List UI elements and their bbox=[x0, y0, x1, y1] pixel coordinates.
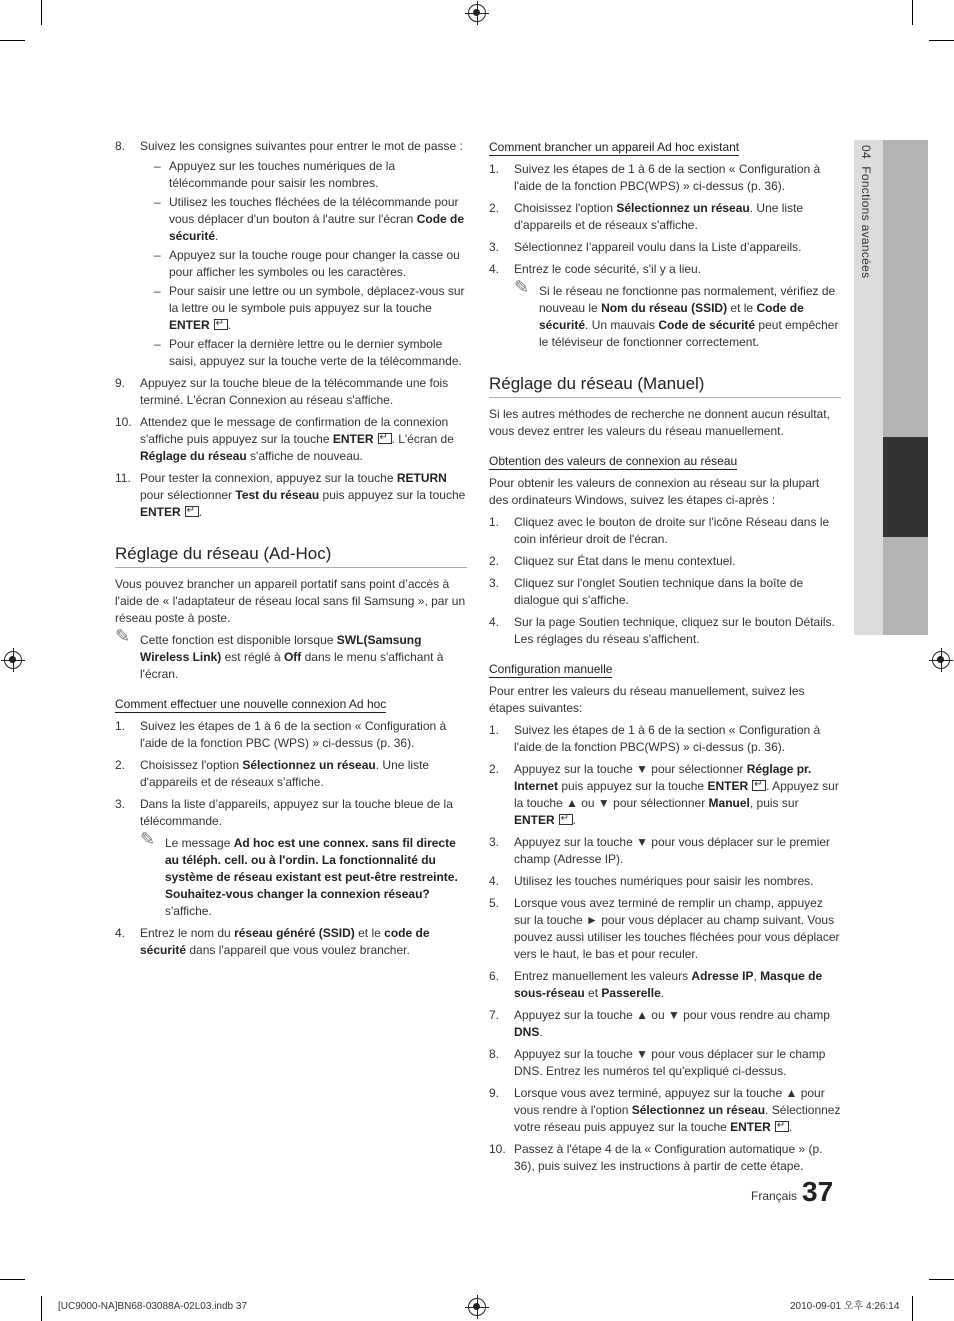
list-item: 11. Pour tester la connexion, appuyez sur la touche RETURN pour sélectionner Test du réseau puis appuyez sur la touche ENTER↵ . bbox=[115, 470, 467, 521]
note: ✎ Cette fonction est disponible lorsque SWL(Samsung Wireless Link) est réglé à Off dans le menu s'affichant à l'écran. bbox=[115, 626, 444, 681]
list-item: 10. Attendez que le message de confirmation de la connexion s'affiche puis appuyez sur la touche ENTER↵ . L'écran de Réglage du réseau s'affiche de nouveau. bbox=[115, 414, 467, 465]
crop-mark bbox=[929, 1279, 954, 1280]
sidebar-chapter-label: 04 Fonctions avancées bbox=[859, 145, 873, 279]
list-item: 3. Dans la liste d’appareils, appuyez sur la touche bleue de la télécommande. ✎ Le message Ad hoc est une connex. sans fil directe au téléph. cell. ou à l'ordin. La fonctionnalité du système de réseau existant est peut-être restreinte. Souhaitez-vous changer la connexion réseau? s'affiche. bbox=[115, 796, 467, 920]
registration-mark-icon bbox=[4, 651, 22, 669]
paragraph: Si les autres méthodes de recherche ne donnent aucun résultat, vous devez entrer les valeurs du réseau manuellement. bbox=[489, 407, 830, 438]
enter-key-icon bbox=[378, 433, 392, 444]
list-item: 1. Suivez les étapes de 1 à 6 de la section « Configuration à l'aide de la fonction PBC(WPS) » ci-dessus (p. 36). bbox=[489, 723, 821, 754]
print-file-info: [UC9000-NA]BN68-03088A-02L03.indb 37 bbox=[58, 1301, 248, 1312]
subsection-heading: Obtention des valeurs de connexion au réseau bbox=[489, 454, 738, 468]
crop-mark bbox=[41, 1296, 42, 1321]
list-item: 3. Appuyez sur la touche ▼ pour vous déplacer sur le premier champ (Adresse IP). bbox=[489, 835, 831, 866]
list-item: 8. Appuyez sur la touche ▼ pour vous déplacer sur le champ DNS. Entrez les numéros tel qu'expliqué ci-dessus. bbox=[489, 1047, 826, 1078]
list-item: 7. Appuyez sur la touche ▲ ou ▼ pour vous rendre au champ DNS. bbox=[489, 1008, 830, 1039]
enter-key-icon bbox=[559, 814, 573, 825]
crop-mark bbox=[0, 40, 25, 41]
sidebar-active-tab bbox=[883, 437, 928, 537]
crop-mark bbox=[912, 0, 913, 25]
list-item: 2. Cliquez sur État dans le menu contextuel. bbox=[489, 554, 736, 568]
step-text: Suivez les consignes suivantes pour entrer le mot de passe : bbox=[140, 139, 463, 153]
paragraph: Pour obtenir les valeurs de connexion au réseau sur la plupart des ordinateurs Windows, suivez les étapes ci-après : bbox=[489, 476, 820, 507]
list-item: 6. Entrez manuellement les valeurs Adresse IP, Masque de sous-réseau et Passerelle. bbox=[489, 969, 823, 1000]
print-date: 2010-09-01 오후 4:26:14 bbox=[790, 1301, 900, 1312]
section-heading-manual: Réglage du réseau (Manuel) bbox=[489, 373, 841, 398]
enter-key-icon bbox=[214, 319, 228, 330]
subsection-heading: Comment brancher un appareil Ad hoc existant bbox=[489, 140, 740, 154]
subsection-heading: Comment effectuer une nouvelle connexion Ad hoc bbox=[115, 697, 387, 711]
page-number: 37 bbox=[802, 1176, 834, 1207]
subsection-heading: Configuration manuelle bbox=[489, 662, 613, 676]
list-item: 9. Appuyez sur la touche bleue de la télécommande une fois terminé. L'écran Connexion au réseau s'affiche. bbox=[115, 376, 449, 407]
sub-item: – Pour effacer la dernière lettre ou le dernier symbole saisi, appuyez sur la touche verte de la télécommande. bbox=[154, 336, 467, 370]
pencil-note-icon: ✎ bbox=[140, 829, 156, 849]
crop-mark bbox=[929, 40, 954, 41]
list-item: 2. Choisissez l'option Sélectionnez un réseau. Une liste d'appareils et de réseaux s'affiche. bbox=[489, 201, 804, 232]
paragraph: Pour entrer les valeurs du réseau manuellement, suivez les étapes suivantes: bbox=[489, 684, 805, 715]
list-item: 4. Entrez le code sécurité, s'il y a lieu. ✎ Si le réseau ne fonctionne pas normalement, vérifiez de nouveau le Nom du réseau (SSID) et le Code de sécurité. Un mauvais Code de sécurité peut empêcher le téléviseur de fonctionner correctement. bbox=[489, 261, 841, 351]
note: ✎ Le message Ad hoc est une connex. sans fil directe au téléph. cell. ou à l'ordin. La fonctionnalité du système de réseau existant est peut-être restreinte. Souhaitez-vous changer la connexion réseau? s'affiche. bbox=[140, 829, 458, 918]
note: ✎ Si le réseau ne fonctionne pas normalement, vérifiez de nouveau le Nom du réseau (SSID) et le Code de sécurité. Un mauvais Code de sécurité peut empêcher le téléviseur de fonctionner correctement. bbox=[514, 277, 839, 349]
crop-mark bbox=[41, 0, 42, 25]
paragraph: Vous pouvez brancher un appareil portatif sans point d’accès à l'aide de « l'adaptateur de réseau local sans fil Samsung », par un réseau poste à poste. bbox=[115, 577, 466, 625]
sub-item: – Pour saisir une lettre ou un symbole, déplacez-vous sur la lettre ou le symbole puis appuyez sur la touche ENTER↵ . bbox=[154, 283, 467, 334]
list-item: 5. Lorsque vous avez terminé de remplir un champ, appuyez sur la touche ► pour vous déplacer au champ suivant. Vous pouvez aussi utiliser les touches fléchées pour vous déplacer vers le haut, le bas et pour reculer. bbox=[489, 896, 840, 961]
right-column bbox=[489, 138, 841, 1180]
registration-mark-icon bbox=[468, 4, 486, 22]
registration-mark-icon bbox=[468, 1298, 486, 1316]
crop-mark bbox=[0, 1279, 25, 1280]
pencil-note-icon: ✎ bbox=[514, 277, 530, 297]
sub-item: – Utilisez les touches fléchées de la télécommande pour vous déplacer d'un bouton à l'autre sur l'écran Code de sécurité. bbox=[154, 194, 467, 245]
list-item: 1. Suivez les étapes de 1 à 6 de la section « Configuration à l'aide de la fonction PBC(WPS) » ci-dessus (p. 36). bbox=[489, 162, 821, 193]
list-item: 1. Suivez les étapes de 1 à 6 de la section « Configuration à l'aide de la fonction PBC (WPS) » ci-dessus (p. 36). bbox=[115, 719, 447, 750]
list-item: 9. Lorsque vous avez terminé, appuyez sur la touche ▲ pour vous rendre à l'option Sélectionnez un réseau. Sélectionnez votre réseau puis appuyez sur la touche ENTER↵ . bbox=[489, 1085, 841, 1136]
registration-mark-icon bbox=[932, 651, 950, 669]
sub-item: – Appuyez sur la touche rouge pour changer la casse ou pour afficher les symboles ou les caractères. bbox=[154, 247, 467, 281]
footer-language: Français bbox=[751, 1189, 798, 1203]
list-item: 2. Appuyez sur la touche ▼ pour sélectionner Réglage pr. Internet puis appuyez sur la touche ENTER↵ . Appuyez sur la touche ▲ ou ▼ pour sélectionner Manuel, puis sur ENTER↵ . bbox=[489, 761, 841, 829]
section-heading-adhoc: Réglage du réseau (Ad-Hoc) bbox=[115, 543, 467, 568]
enter-key-icon bbox=[752, 780, 766, 791]
list-item: 2. Choisissez l'option Sélectionnez un réseau. Une liste d'appareils et de réseaux s'affiche. bbox=[115, 758, 430, 789]
enter-key-icon bbox=[185, 506, 199, 517]
list-item: 10. Passez à l'étape 4 de la « Configuration automatique » (p. 36), puis suivez les instructions à partir de cette étape. bbox=[489, 1142, 823, 1173]
list-item: 3. Sélectionnez l’appareil voulu dans la Liste d’appareils. bbox=[489, 240, 802, 254]
sidebar-tab-band bbox=[883, 140, 928, 635]
left-column bbox=[115, 138, 467, 964]
list-item: 4. Entrez le nom du réseau généré (SSID) et le code de sécurité dans l'appareil que vous voulez brancher. bbox=[115, 926, 430, 957]
sub-item: – Appuyez sur les touches numériques de la télécommande pour saisir les nombres. bbox=[154, 158, 467, 192]
enter-key-icon bbox=[775, 1121, 789, 1132]
list-item: 4. Sur la page Soutien technique, cliquez sur le bouton Détails. Les réglages du réseau s'affichent. bbox=[489, 615, 835, 646]
list-item: 4. Utilisez les touches numériques pour saisir les nombres. bbox=[489, 874, 814, 888]
crop-mark bbox=[912, 1296, 913, 1321]
pencil-note-icon: ✎ bbox=[115, 626, 131, 646]
list-item: 3. Cliquez sur l'onglet Soutien technique dans la boîte de dialogue qui s'affiche. bbox=[489, 576, 804, 607]
list-item: 8. Suivez les consignes suivantes pour entrer le mot de passe : – Appuyez sur les touches numériques de la télécommande pour saisir les nombres. – Utilisez les touches fléchées de la télécommande pour vous déplacer d'un bouton à l'autre sur l'écran Code de sécurité. – Appuyez sur la touche rouge pour changer la casse ou pour afficher les symboles ou les caractères. – Pour saisir une lettre ou un symbole, déplacez-vous sur la lettre ou le symbole puis appuyez sur la touche ENTER↵ . – Pour effacer la dernière lettre ou le dernier symbole saisi, appuyez sur la touche verte de la télécommande. bbox=[115, 138, 467, 370]
sub-list bbox=[140, 158, 467, 370]
list-item: 1. Cliquez avec le bouton de droite sur l'icône Réseau dans le coin inférieur droit de l'écran. bbox=[489, 515, 830, 546]
